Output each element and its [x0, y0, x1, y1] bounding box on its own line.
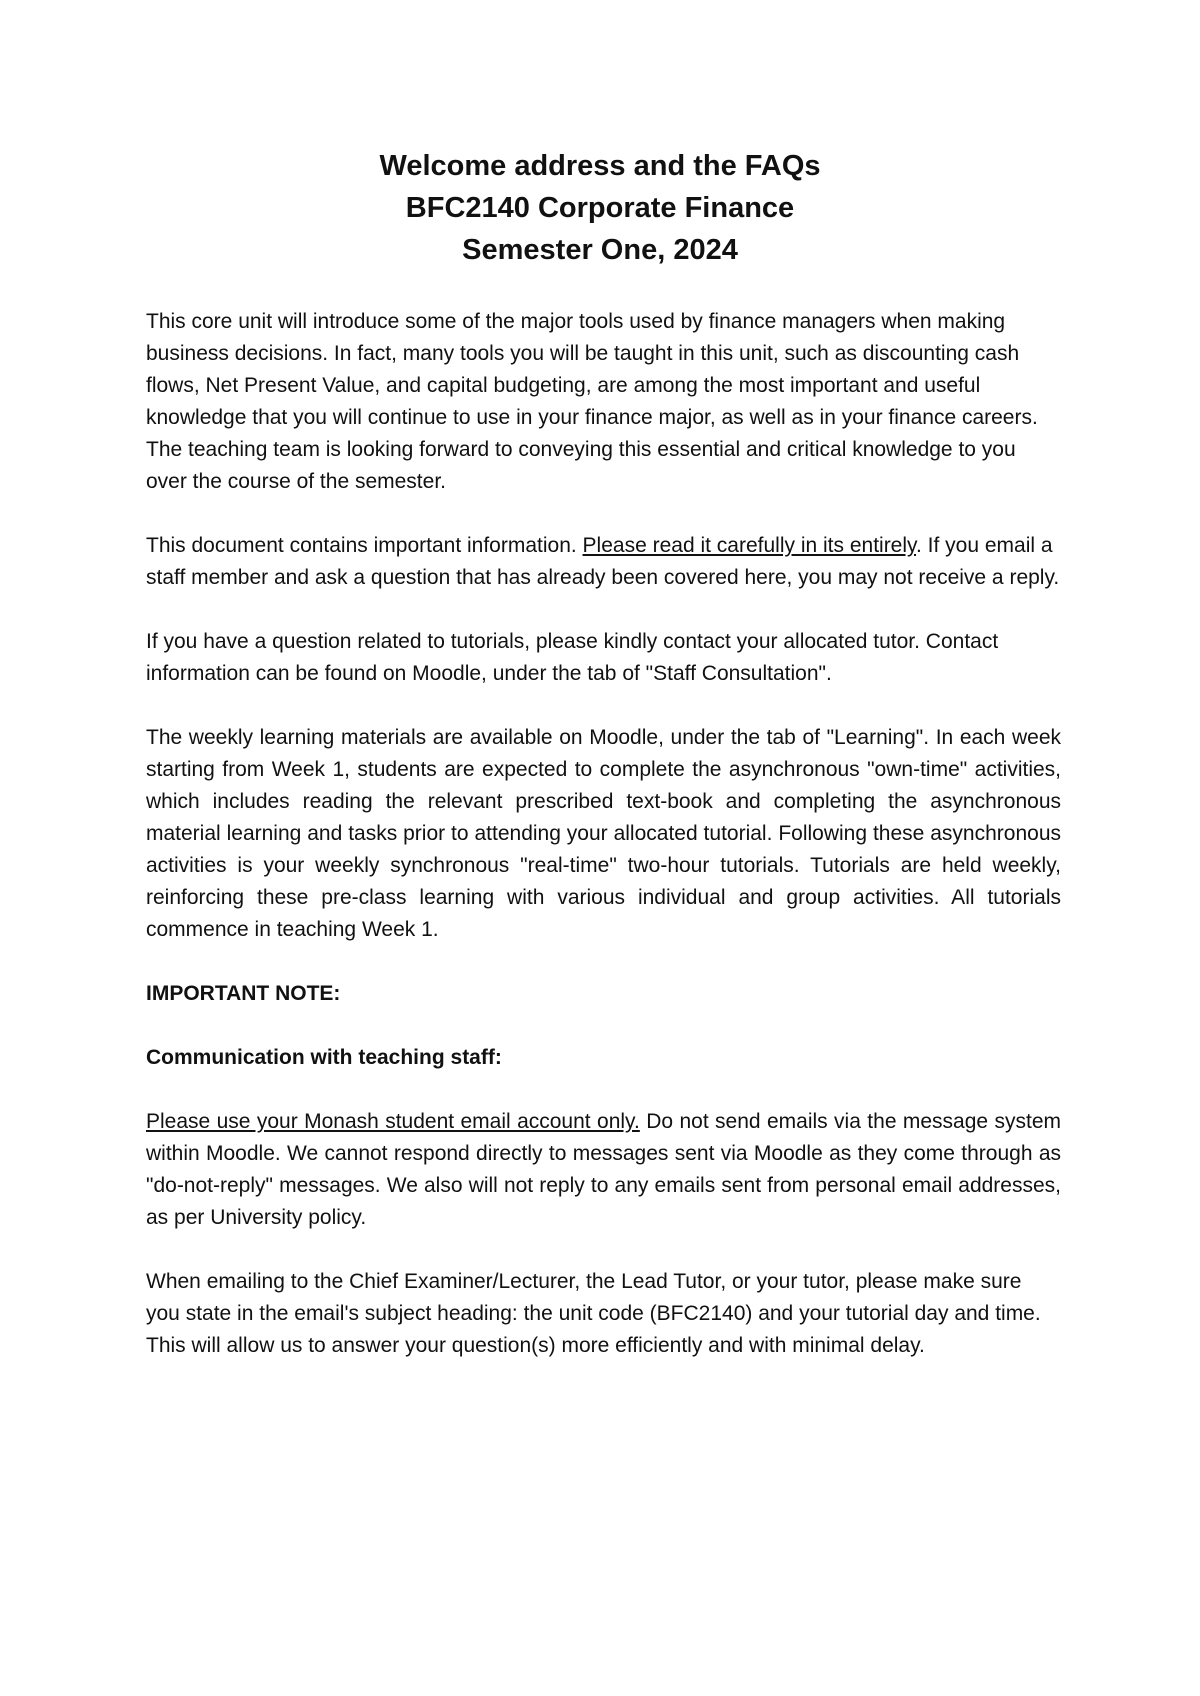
- email-policy-underlined: Please use your Monash student email account only.: [146, 1110, 640, 1133]
- learning-paragraph: The weekly learning materials are available on Moodle, under the tab of "Learning". In each week starting from Week 1, students are expected to complete the asynchronous "own-time" activities, which includes reading the relevant prescribed text-book and completing the asynchronous material learning and tasks prior to attending your allocated tutorial. Following these asynchronous activities is your weekly synchronous "real-time" two-hour tutorials. Tutorials are held weekly, reinforcing these pre-class learning with various individual and group activities. All tutorials commence in teaching Week 1.: [146, 726, 1061, 941]
- title-line-3: Semester One, 2024: [462, 234, 738, 266]
- title-line-1: Welcome address and the FAQs: [379, 150, 821, 182]
- notice-lead: This document contains important information.: [146, 534, 583, 557]
- emailing-paragraph: When emailing to the Chief Examiner/Lecturer, the Lead Tutor, or your tutor, please make sure you state in the email's subject heading: the unit code (BFC2140) and your tutorial day and time. This will allow us to answer your question(s) more efficiently and with minimal delay.: [146, 1270, 1041, 1357]
- important-note-heading: IMPORTANT NOTE:: [146, 982, 341, 1005]
- notice-underlined: Please read it carefully in its entirely: [582, 534, 916, 557]
- title-line-2: BFC2140 Corporate Finance: [405, 192, 795, 224]
- notice-rest: . If you email a staff member and ask a question that has already been covered here, you may not receive a reply.: [146, 534, 1060, 589]
- email-policy-rest: Do not send emails via the message system within Moodle. We cannot respond directly to messages sent via Moodle as they come through as "do-not-reply" messages. We also will not reply to any emails sent from personal email addresses, as per University policy.: [146, 1110, 1061, 1229]
- communication-heading: Communication with teaching staff:: [146, 1046, 502, 1069]
- document-title: [0, 145, 1200, 271]
- intro-paragraph: This core unit will introduce some of the major tools used by finance managers when making business decisions. In fact, many tools you will be taught in this unit, such as discounting cash flows, Net Present Value, and capital budgeting, are among the most important and useful knowledge that you will continue to use in your finance major, as well as in your finance careers. The teaching team is looking forward to conveying this essential and critical knowledge to you over the course of the semester.: [146, 310, 1038, 493]
- notice-paragraph: [146, 530, 1061, 594]
- document-body: [146, 306, 1061, 1394]
- email-policy-paragraph: [146, 1106, 1061, 1234]
- tutorials-paragraph: If you have a question related to tutorials, please kindly contact your allocated tutor. Contact information can be found on Moodle, under the tab of "Staff Consultation".: [146, 630, 999, 685]
